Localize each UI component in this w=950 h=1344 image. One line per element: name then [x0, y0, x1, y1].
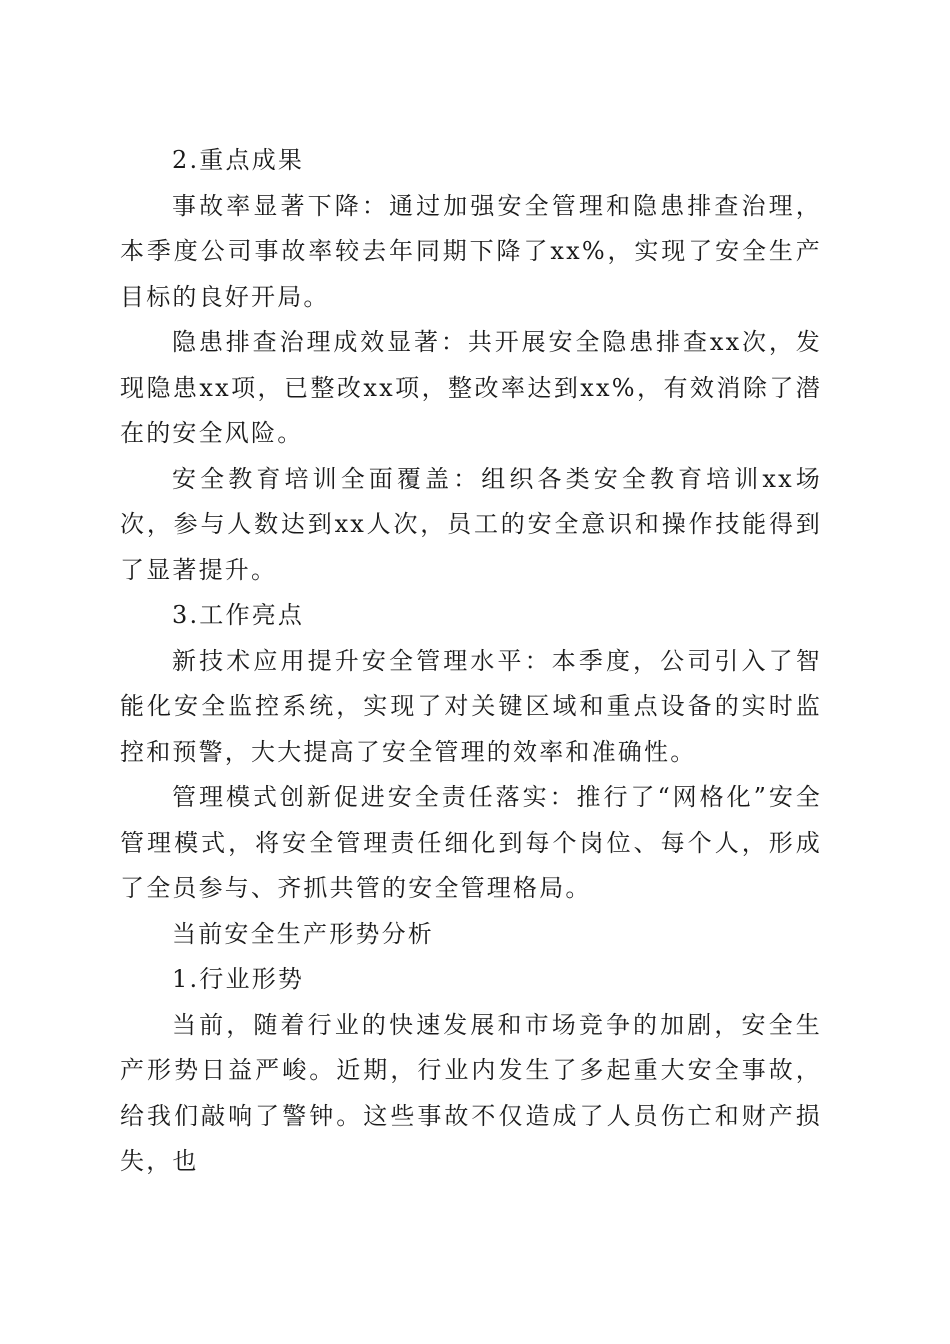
- paragraph-safety-training: 安全教育培训全面覆盖：组织各类安全教育培训xx场次，参与人数达到xx人次，员工的安全意识和操作技能得到了显著提升。: [120, 464, 822, 584]
- document-body: [120, 138, 822, 1185]
- paragraph-accident-rate: 事故率显著下降：通过加强安全管理和隐患排查治理，本季度公司事故率较去年同期下降了xx%，实现了安全生产目标的良好开局。: [120, 191, 822, 311]
- paragraph-industry-situation: 当前，随着行业的快速发展和市场竞争的加剧，安全生产形势日益严峻。近期，行业内发生了多起重大安全事故，给我们敲响了警钟。这些事故不仅造成了人员伤亡和财产损失，也: [120, 1010, 822, 1175]
- section-heading-situation-analysis: 当前安全生产形势分析: [172, 919, 434, 948]
- subheading-work-highlights: 3.工作亮点: [172, 601, 305, 629]
- subheading-industry-situation: 1.行业形势: [172, 965, 305, 993]
- paragraph-management-innovation: 管理模式创新促进安全责任落实：推行了“网格化”安全管理模式，将安全管理责任细化到每个岗位、每个人，形成了全员参与、齐抓共管的安全管理格局。: [120, 783, 822, 902]
- subheading-key-results: 2.重点成果: [172, 146, 305, 174]
- paragraph-new-technology: 新技术应用提升安全管理水平：本季度，公司引入了智能化安全监控系统，实现了对关键区域和重点设备的实时监控和预警，大大提高了安全管理的效率和准确性。: [120, 646, 822, 766]
- paragraph-hazard-inspection: 隐患排查治理成效显著：共开展安全隐患排查xx次，发现隐患xx项，已整改xx项，整改率达到xx%，有效消除了潜在的安全风险。: [120, 328, 822, 447]
